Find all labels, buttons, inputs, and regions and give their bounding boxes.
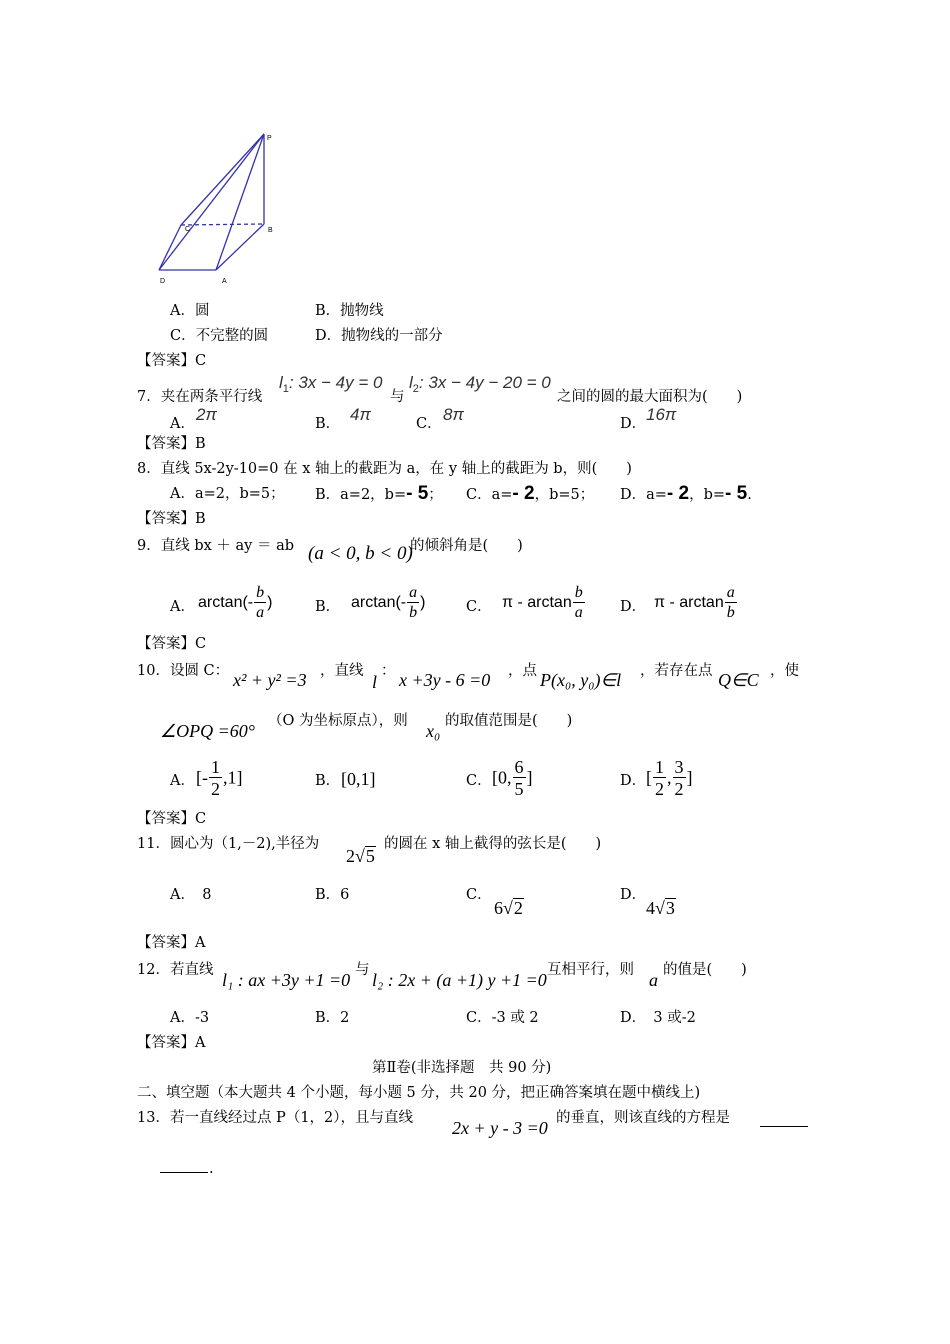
q7-option-d-label: D． (620, 416, 647, 432)
q8-option-c: C．a=- 2，b=5； (466, 483, 595, 504)
q10-option-b: [0,1] (341, 769, 376, 789)
q7-option-a: 2π (196, 405, 217, 424)
q12-var-a: a (649, 970, 658, 990)
q9-option-a-label: A． (170, 599, 195, 615)
vertex-a-label: A (222, 278, 227, 285)
q11-option-d: 4√3 (646, 898, 675, 918)
q12-option-a: A．-3 (170, 1010, 210, 1026)
vertex-p-label: P (267, 135, 272, 142)
q12-option-c: C．-3 或 2 (466, 1010, 539, 1026)
q10-option-d-label: D． (620, 773, 647, 789)
q11-stem-end: 的圆在 x 轴上截得的弦长是( ) (384, 836, 602, 852)
q11-option-c-label: C． (466, 887, 492, 903)
q12-stem-end: 的值是( ) (663, 962, 747, 978)
q10-point-label: ，点 (508, 663, 537, 679)
q7-option-c: 8π (443, 405, 464, 424)
q7-option-b: 4π (350, 405, 371, 424)
q6-option-c: C．不完整的圆 (170, 328, 269, 344)
q9-stem: 9．直线 bx ＋ ay ＝ ab (137, 538, 294, 554)
q10-q-in-c: Q∈C (718, 670, 759, 690)
q8-stem: 8．直线 5x-2y-10=0 在 x 轴上的截距为 a，在 y 轴上的截距为 b，则( ) (137, 461, 632, 477)
q12-line1: l₁ : ax +3y +1 =0 (222, 970, 351, 990)
q8-option-a: A．a=2，b=5； (170, 486, 285, 502)
q13-period: . (209, 1161, 214, 1177)
q9-option-c-label: C． (466, 599, 492, 615)
q8-answer: 【答案】B (137, 511, 206, 527)
part2-title: 第Ⅱ卷(非选择题 共 90 分) (372, 1060, 552, 1076)
q11-option-b: B．6 (315, 887, 350, 903)
q9-option-d: π - arctan $\frac{a}{b}$ (654, 584, 735, 621)
q10-exist-text: ，若存在点 (640, 663, 713, 679)
q7-stem: 7．夹在两条平行线 (137, 389, 263, 405)
q10-x0: x₀ (426, 721, 441, 741)
q11-option-c: 6√2 (494, 898, 523, 918)
q6-option-a: A．圆 (170, 303, 210, 319)
q10-angle: ∠OPQ =60° (160, 721, 255, 741)
q10-option-a: [- $\frac{1}{2}$ ,1] (196, 757, 243, 799)
vertex-b-label: B (268, 227, 273, 234)
q6-answer: 【答案】C (137, 353, 207, 369)
q9-stem-end: 的倾斜角是( ) (410, 538, 523, 554)
q10-l: l (372, 672, 378, 692)
q9-option-b-label: B． (315, 599, 341, 615)
q12-stem-mid: 互相平行，则 (547, 962, 634, 978)
q10-option-a-label: A． (170, 773, 195, 789)
vertex-c-label: C (185, 226, 191, 233)
q7-option-d: 16π (646, 405, 677, 424)
q13-stem-end: 的垂直，则该直线的方程是 (556, 1110, 730, 1126)
q10-make: ，使 (770, 663, 799, 679)
q11-answer: 【答案】A (137, 935, 206, 951)
q12-answer: 【答案】A (137, 1035, 206, 1051)
q9-option-b: arctan(- $\frac{a}{b}$ ) (351, 584, 426, 621)
pyramid-figure (150, 128, 285, 288)
q12-option-b: B．2 (315, 1010, 350, 1026)
q11-radius: 2√5 (346, 846, 375, 866)
q7-line2: $l_2$: 3x − 4y − 20 = 0 (409, 373, 551, 395)
q12-line2: l₂ : 2x + (a +1) y +1 =0 (372, 970, 547, 990)
q10-option-d: [ $\frac{1}{2}$ , $\frac{3}{2}$ ] (646, 757, 693, 799)
q10-colon: ： (381, 663, 396, 679)
q10-range-text: 的取值范围是( ) (445, 713, 573, 729)
q13-line-eq: 2x + y - 3 =0 (452, 1118, 548, 1138)
q12-stem: 12．若直线 (137, 962, 214, 978)
q10-option-c-label: C． (466, 773, 492, 789)
q11-option-d-label: D． (620, 887, 647, 903)
q10-circle-eq: x² + y² =3 (233, 670, 307, 690)
q10-answer: 【答案】C (137, 811, 207, 827)
q8-option-d: D．a=- 2，b=- 5. (620, 483, 752, 504)
q10-note: （O 为坐标原点），则 (268, 713, 408, 729)
q7-connector: 与 (390, 389, 405, 405)
q7-stem-end: 之间的圆的最大面积为( ) (557, 389, 743, 405)
q6-option-d: D．抛物线的一部分 (315, 328, 443, 344)
q9-option-a: arctan(- $\frac{b}{a}$ ) (198, 584, 273, 621)
q13-stem: 13．若一直线经过点 P（1，2），且与直线 (137, 1110, 414, 1126)
q7-option-c-label: C． (416, 416, 442, 432)
q9-condition: (a < 0, b < 0) (308, 543, 413, 564)
q10-option-b-label: B． (315, 773, 341, 789)
q8-option-b: B．a=2，b=- 5； (315, 483, 443, 504)
q9-option-d-label: D． (620, 599, 647, 615)
q11-option-a: A． 8 (170, 887, 212, 903)
q9-option-c: π - arctan $\frac{b}{a}$ (502, 584, 583, 621)
section-heading: 二、填空题（本大题共 4 个小题，每小题 5 分，共 20 分，把正确答案填在题中横线上) (137, 1085, 701, 1101)
q10-stem: 10．设圆 C： (137, 663, 230, 679)
vertex-d-label: D (160, 278, 166, 285)
q12-option-d: D． 3 或-2 (620, 1010, 696, 1026)
q10-option-c: [0, $\frac{6}{5}$ ] (492, 757, 533, 799)
q12-connector: 与 (355, 962, 370, 978)
q7-answer: 【答案】B (137, 436, 206, 452)
q11-stem: 11．圆心为（1,－2),半径为 (137, 836, 320, 852)
q9-answer: 【答案】C (137, 636, 207, 652)
q10-line-eq: x +3y - 6 =0 (399, 670, 491, 690)
q10-text-line: ，直线 (320, 663, 364, 679)
q7-line1: $l_1$: 3x − 4y = 0 (279, 373, 383, 395)
q13-answer-blank-1[interactable] (760, 1112, 808, 1127)
q7-option-b-label: B． (315, 416, 341, 432)
q6-option-b: B．抛物线 (315, 303, 384, 319)
q7-option-a-label: A． (170, 416, 195, 432)
q10-point: P(x₀, y₀)∈l (540, 670, 622, 690)
q13-answer-blank-2[interactable] (160, 1158, 208, 1173)
